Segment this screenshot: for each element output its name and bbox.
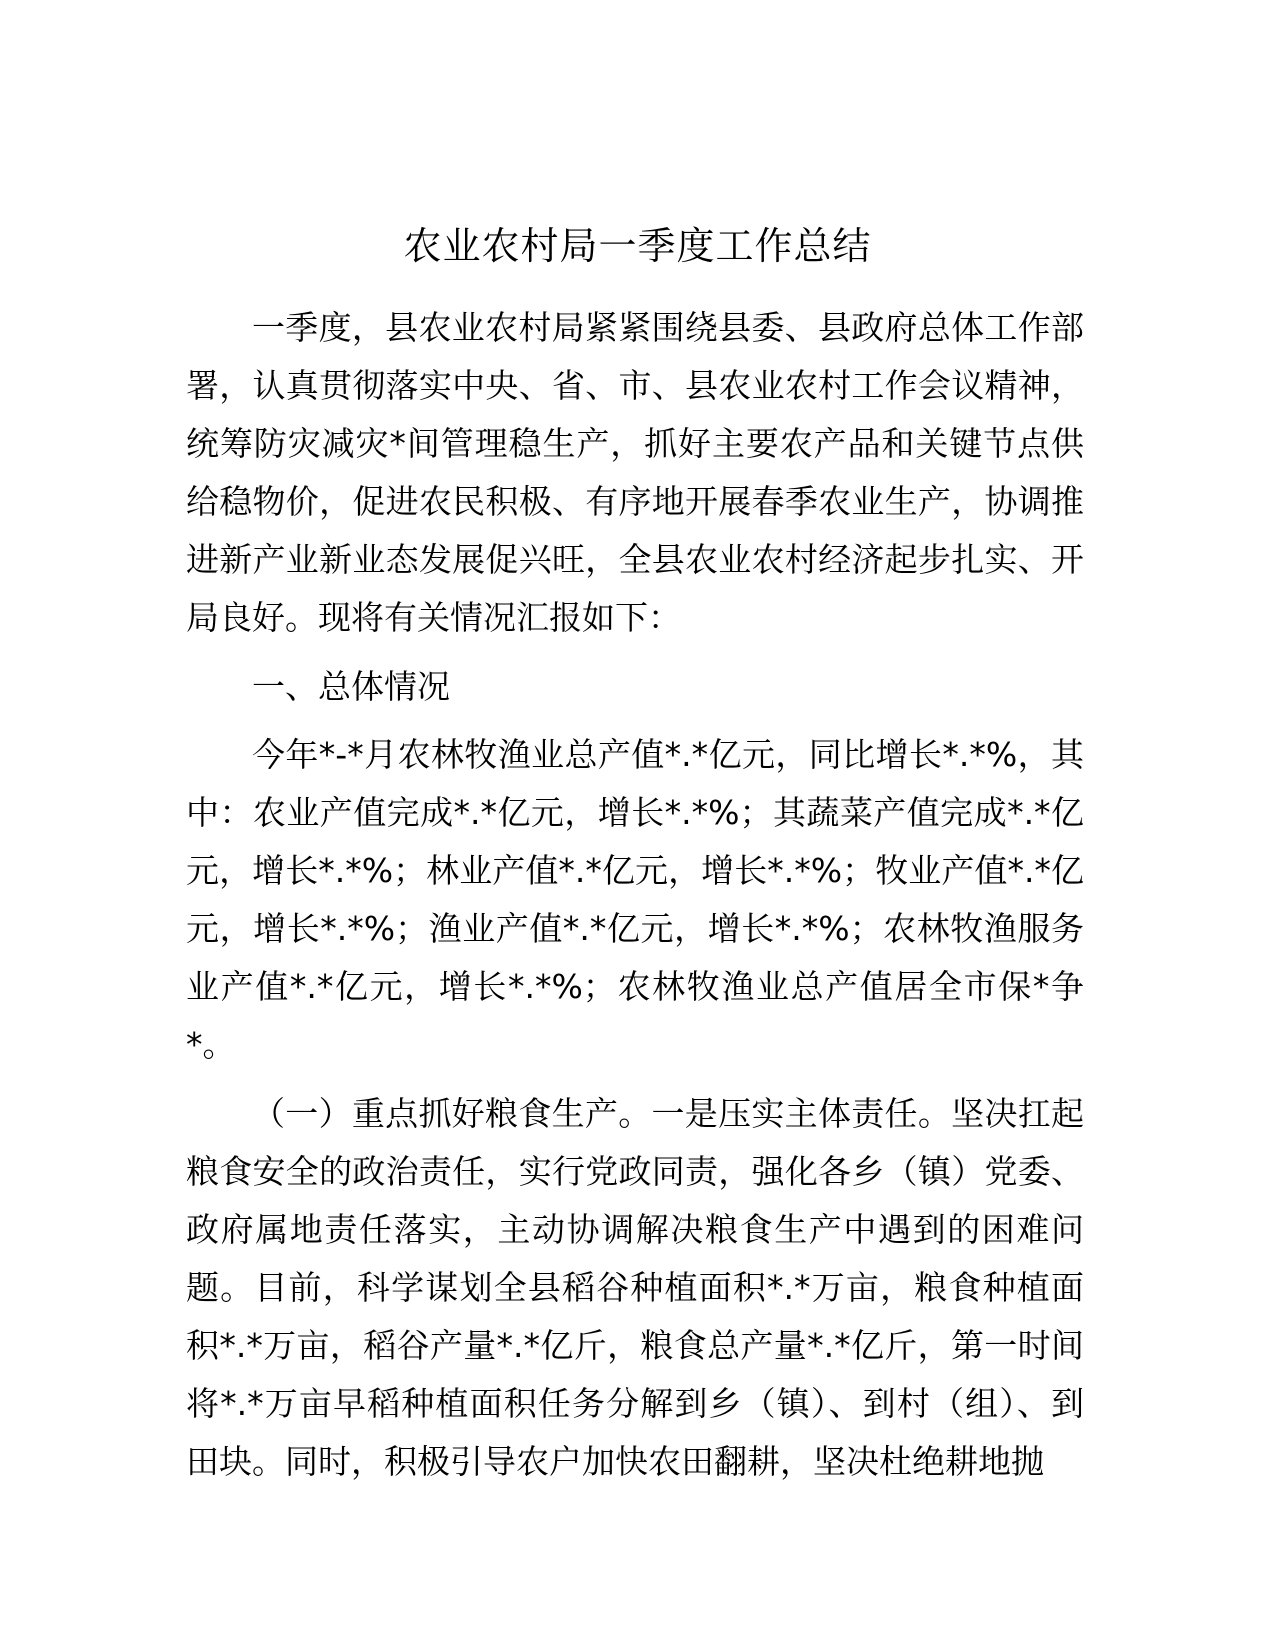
section-heading-overview: 一、总体情况 <box>252 667 450 706</box>
overview-paragraph: 今年*-*月农林牧渔业总产值*.*亿元，同比增长*.*%，其中：农业产值完成*.*亿元，增长*.*%；其蔬菜产值完成*.*亿元，增长*.*%；林业产值*.*亿元，增长*.*%；牧业产值*.*亿元，增长*.*%；渔业产值*.*亿元，增长*.*%；农林牧渔服务业产值*.*亿元，增长*.*%；农林牧渔业总产值居全市保*争*。 <box>186 735 1084 1064</box>
grain-production-paragraph: （一）重点抓好粮食生产。一是压实主体责任。坚决扛起粮食安全的政治责任，实行党政同责，强化各乡（镇）党委、政府属地责任落实，主动协调解决粮食生产中遇到的困难问题。目前，科学谋划全县稻谷种植面积*.*万亩，粮食种植面积*.*万亩，稻谷产量*.*亿斤，粮食总产量*.*亿斤，第一时间将*.*万亩早稻种植面积任务分解到乡（镇）、到村（组）、到田块。同时，积极引导农户加快农田翻耕，坚决杜绝耕地抛 <box>186 1094 1084 1481</box>
intro-paragraph: 一季度，县农业农村局紧紧围绕县委、县政府总体工作部署，认真贯彻落实中央、省、市、县农业农村工作会议精神，统筹防灾减灾*间管理稳生产，抓好主要农产品和关键节点供给稳物价，促进农民积极、有序地开展春季农业生产，协调推进新产业新业态发展促兴旺，全县农业农村经济起步扎实、开局良好。现将有关情况汇报如下： <box>186 308 1084 637</box>
document-title: 农业农村局一季度工作总结 <box>403 224 872 268</box>
